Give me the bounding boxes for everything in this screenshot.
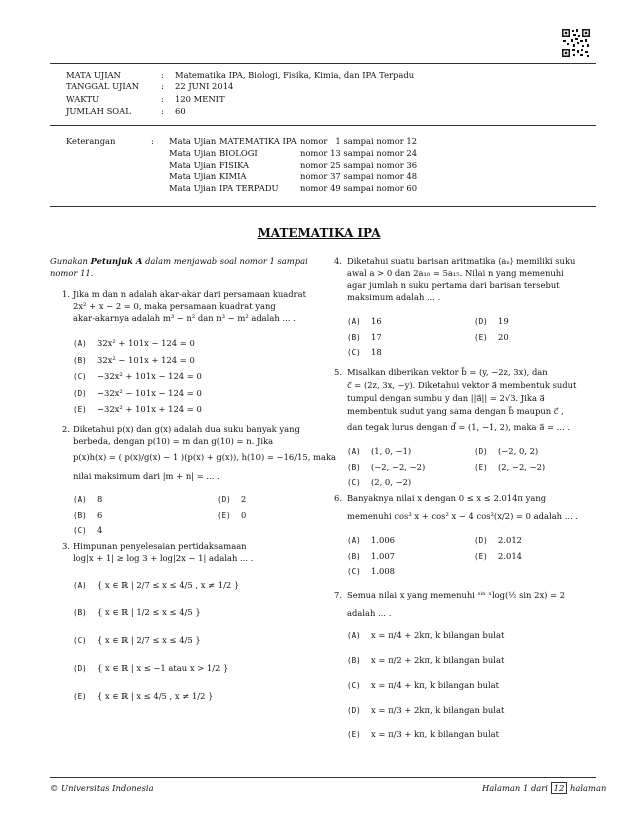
option-label: (E) bbox=[474, 552, 488, 561]
keterangan-range: nomor 37 sampai nomor 48 bbox=[300, 171, 418, 182]
q1-option-c bbox=[73, 371, 202, 382]
option-text: 8 bbox=[97, 494, 103, 504]
q3-option-a bbox=[73, 580, 239, 591]
option-text: 16 bbox=[371, 316, 382, 326]
option-text: x = π/2 + 2kπ, k bilangan bulat bbox=[371, 655, 505, 665]
option-label: (A) bbox=[347, 447, 361, 456]
option-text: 6 bbox=[97, 510, 103, 520]
q3-option-b bbox=[73, 607, 201, 618]
q7-option-d bbox=[347, 705, 504, 716]
q3-option-d bbox=[73, 663, 228, 674]
q5-text-1: Misalkan diberikan vektor b⃗ = (y, −2z, 3x), dan bbox=[347, 367, 548, 377]
option-label: (E) bbox=[73, 692, 87, 701]
option-label: (C) bbox=[347, 567, 361, 576]
option-text: 4 bbox=[97, 525, 103, 535]
option-label: (A) bbox=[347, 631, 361, 640]
q5-text-3: tumpul dengan sumbu y dan ||a⃗|| = 2√3. Jika a⃗ bbox=[347, 393, 545, 403]
option-label: (C) bbox=[73, 526, 87, 535]
q3-option-c bbox=[73, 635, 201, 646]
q4-option-c bbox=[347, 347, 382, 358]
option-label: (A) bbox=[73, 339, 87, 348]
option-label: (B) bbox=[347, 656, 361, 665]
q1-option-a bbox=[73, 338, 195, 349]
q3-option-e bbox=[73, 691, 213, 702]
option-label: (A) bbox=[73, 495, 87, 504]
q7-text-2: adalah ... . bbox=[347, 608, 392, 618]
option-label: (C) bbox=[347, 478, 361, 487]
option-label: (E) bbox=[217, 511, 231, 520]
q4-option-d bbox=[474, 316, 509, 327]
keterangan-range: nomor 49 sampai nomor 60 bbox=[300, 183, 418, 194]
option-label: (A) bbox=[73, 581, 87, 590]
option-label: (E) bbox=[73, 405, 87, 414]
option-label: (E) bbox=[474, 333, 488, 342]
meta-colon: : bbox=[161, 70, 164, 80]
meta-value: 60 bbox=[175, 106, 186, 116]
instruction: Gunakan Petunjuk A dalam menjawab soal nomor 1 sampai bbox=[50, 256, 308, 266]
option-label: (D) bbox=[474, 447, 488, 456]
header-rule-middle bbox=[50, 125, 596, 126]
q4-option-e bbox=[474, 332, 509, 343]
q3-text-2: log|x + 1| ≥ log 3 + log|2x − 1| adalah ... . bbox=[73, 553, 254, 563]
q1-option-b bbox=[73, 355, 195, 366]
meta-colon: : bbox=[161, 81, 164, 91]
q3-number: 3. bbox=[62, 541, 70, 551]
option-label: (D) bbox=[73, 389, 87, 398]
footer-page-number: Halaman 1 dari 12 halaman bbox=[482, 783, 607, 793]
q6-text-2: memenuhi cos³ x + cos² x − 4 cos²(x/2) = 0 adalah ... . bbox=[347, 511, 579, 521]
option-text: 32x² + 101x − 124 = 0 bbox=[97, 338, 195, 348]
q6-option-c bbox=[347, 566, 395, 577]
q7-option-a bbox=[347, 630, 504, 641]
option-text: (1, 0, −1) bbox=[371, 446, 412, 456]
option-label: (B) bbox=[347, 552, 361, 561]
option-text: 1.006 bbox=[371, 535, 395, 545]
q5-number: 5. bbox=[334, 367, 342, 377]
option-label: (B) bbox=[347, 333, 361, 342]
q2-number: 2. bbox=[62, 424, 70, 434]
option-label: (B) bbox=[73, 356, 87, 365]
q4-option-a bbox=[347, 316, 382, 327]
keterangan-subject: Mata Ujian MATEMATIKA IPA bbox=[169, 136, 297, 146]
option-text: 2.014 bbox=[498, 551, 522, 561]
q2-text-2: berbeda, dengan p(10) = m dan g(10) = n. Jika bbox=[73, 436, 274, 446]
header-rule-bottom bbox=[50, 206, 596, 207]
q2-option-d bbox=[217, 494, 246, 505]
q6-text-1: Banyaknya nilai x dengan 0 ≤ x ≤ 2.014π yang bbox=[347, 493, 547, 503]
meta-value: 120 MENIT bbox=[175, 94, 225, 104]
q2-text-1: Diketahui p(x) dan g(x) adalah dua suku banyak yang bbox=[73, 424, 300, 434]
option-text: 32x² − 101x + 124 = 0 bbox=[97, 355, 195, 365]
option-label: (D) bbox=[474, 536, 488, 545]
q2-text-4: nilai maksimum dari |m + n| = ... . bbox=[73, 471, 220, 481]
keterangan-colon: : bbox=[151, 136, 154, 146]
q4-text-3: agar jumlah n suku pertama dari barisan tersebut bbox=[347, 280, 560, 290]
meta-value: 22 JUNI 2014 bbox=[175, 81, 234, 91]
option-text: x = π/3 + 2kπ, k bilangan bulat bbox=[371, 705, 505, 715]
option-text: x = π/3 + kπ, k bilangan bulat bbox=[371, 729, 500, 739]
option-text: { x ∈ ℝ | x ≤ 4/5 , x ≠ 1/2 } bbox=[97, 691, 214, 701]
keterangan-range: nomor 13 sampai nomor 24 bbox=[300, 147, 418, 158]
q6-option-b bbox=[347, 551, 395, 562]
q1-text-1: Jika m dan n adalah akar-akar dari persamaan kuadrat bbox=[73, 289, 307, 299]
meta-key: JUMLAH SOAL bbox=[66, 106, 131, 116]
option-text: 2 bbox=[241, 494, 247, 504]
option-label: (A) bbox=[347, 317, 361, 326]
header-rule-top bbox=[50, 63, 596, 64]
option-text: 19 bbox=[498, 316, 509, 326]
option-text: 1.008 bbox=[371, 566, 395, 576]
q5-text-5: dan tegak lurus dengan d⃗ = (1, −1, 2), maka a⃗ = ... . bbox=[347, 422, 570, 432]
option-label: (A) bbox=[347, 536, 361, 545]
q5-option-e bbox=[474, 462, 545, 473]
meta-key: WAKTU bbox=[66, 94, 100, 104]
option-text: { x ∈ ℝ | 1/2 ≤ x ≤ 4/5 } bbox=[97, 607, 201, 617]
q5-text-2: c⃗ = (2z, 3x, −y). Diketahui vektor a⃗ membentuk sudut bbox=[347, 380, 577, 390]
option-text: 0 bbox=[241, 510, 247, 520]
q2-option-a bbox=[73, 494, 102, 505]
option-text: (2, −2, −2) bbox=[498, 462, 546, 472]
q1-text-3: akar-akarnya adalah m³ − n² dan n³ − m² adalah ... . bbox=[73, 313, 296, 323]
instruction-line2: nomor 11. bbox=[50, 268, 94, 278]
option-text: 20 bbox=[498, 332, 509, 342]
q7-number: 7. bbox=[334, 590, 342, 600]
option-label: (B) bbox=[347, 463, 361, 472]
option-label: (B) bbox=[73, 608, 87, 617]
q5-option-c bbox=[347, 477, 411, 488]
option-label: (B) bbox=[73, 511, 87, 520]
q5-text-4: membentuk sudut yang sama dengan b⃗ maupun c⃗ , bbox=[347, 406, 564, 416]
q5-option-a bbox=[347, 446, 411, 457]
q2-option-b bbox=[73, 510, 102, 521]
meta-key: TANGGAL UJIAN bbox=[66, 81, 140, 91]
q1-text-2: 2x² + x − 2 = 0, maka persamaan kuadrat yang bbox=[73, 301, 276, 311]
q6-number: 6. bbox=[334, 493, 342, 503]
section-title: MATEMATIKA IPA bbox=[257, 226, 381, 240]
option-label: (D) bbox=[347, 706, 361, 715]
option-label: (D) bbox=[217, 495, 231, 504]
option-text: −32x² + 101x − 124 = 0 bbox=[97, 371, 202, 381]
option-label: (C) bbox=[347, 681, 361, 690]
q1-option-d bbox=[73, 388, 202, 399]
option-text: (−2, −2, −2) bbox=[371, 462, 426, 472]
keterangan-subject: Mata Ujian KIMIA bbox=[169, 171, 247, 182]
option-text: { x ∈ ℝ | x ≤ −1 atau x > 1/2 } bbox=[97, 663, 229, 673]
q4-text-1: Diketahui suatu barisan aritmatika ⟨aₙ⟩ memiliki suku bbox=[347, 256, 576, 266]
total-pages-box: 12 bbox=[551, 782, 568, 794]
option-text: x = π/4 + kπ, k bilangan bulat bbox=[371, 680, 500, 690]
option-text: 18 bbox=[371, 347, 382, 357]
option-text: 2.012 bbox=[498, 535, 522, 545]
q7-option-b bbox=[347, 655, 504, 666]
option-label: (D) bbox=[73, 664, 87, 673]
option-text: { x ∈ ℝ | 2/7 ≤ x ≤ 4/5 } bbox=[97, 635, 201, 645]
q7-option-c bbox=[347, 680, 499, 691]
option-label: (D) bbox=[474, 317, 488, 326]
q7-option-e bbox=[347, 729, 499, 740]
option-text: 17 bbox=[371, 332, 382, 342]
q4-number: 4. bbox=[334, 256, 342, 266]
q1-number: 1. bbox=[62, 289, 70, 299]
q6-option-e bbox=[474, 551, 522, 562]
meta-colon: : bbox=[161, 94, 164, 104]
q2-option-e bbox=[217, 510, 246, 521]
option-label: (C) bbox=[73, 372, 87, 381]
q2-text-3: p(x)h(x) = ( p(x)/g(x) − 1 )(p(x) + g(x)), h(10) = −16/15, maka bbox=[73, 452, 337, 462]
q1-option-e bbox=[73, 404, 202, 415]
meta-colon: : bbox=[161, 106, 164, 116]
keterangan-subject: Mata Ujian FISIKA bbox=[169, 159, 250, 170]
footer-rule bbox=[50, 777, 596, 778]
option-label: (E) bbox=[347, 730, 361, 739]
option-text: x = π/4 + 2kπ, k bilangan bulat bbox=[371, 630, 505, 640]
q4-option-b bbox=[347, 332, 382, 343]
option-text: (2, 0, −2) bbox=[371, 477, 412, 487]
option-text: (−2, 0, 2) bbox=[498, 446, 539, 456]
keterangan-range: nomor 1 sampai nomor 12 bbox=[300, 136, 418, 146]
q6-option-d bbox=[474, 535, 522, 546]
q4-text-2: awal a > 0 dan 2a₁₀ = 5a₁₅. Nilai n yang memenuhi bbox=[347, 268, 564, 278]
q7-text-1: Semua nilai x yang memenuhi ˢⁱⁿ ˣlog(½ sin 2x) = 2 bbox=[347, 590, 566, 600]
keterangan-range: nomor 25 sampai nomor 36 bbox=[300, 159, 418, 170]
option-text: 1.007 bbox=[371, 551, 395, 561]
meta-value: Matematika IPA, Biologi, Fisika, Kimia, dan IPA Terpadu bbox=[175, 70, 415, 80]
option-label: (C) bbox=[73, 636, 87, 645]
keterangan-subject: Mata Ujian BIOLOGI bbox=[169, 147, 258, 158]
qr-code-icon bbox=[561, 28, 591, 58]
q2-option-c bbox=[73, 525, 102, 536]
option-label: (E) bbox=[474, 463, 488, 472]
option-text: { x ∈ ℝ | 2/7 ≤ x ≤ 4/5 , x ≠ 1/2 } bbox=[97, 580, 240, 590]
q5-option-d bbox=[474, 446, 538, 457]
option-text: −32x² − 101x − 124 = 0 bbox=[97, 388, 202, 398]
q4-text-4: maksimum adalah ... . bbox=[347, 292, 441, 302]
option-label: (C) bbox=[347, 348, 361, 357]
q6-option-a bbox=[347, 535, 395, 546]
option-text: −32x² + 101x + 124 = 0 bbox=[97, 404, 202, 414]
keterangan-subject: Mata Ujian IPA TERPADU bbox=[169, 183, 279, 194]
q3-text-1: Himpunan penyelesaian pertidaksamaan bbox=[73, 541, 247, 551]
footer-copyright: © Universitas Indonesia bbox=[50, 783, 154, 793]
meta-key: MATA UJIAN bbox=[66, 70, 121, 80]
keterangan-label: Keterangan bbox=[66, 136, 116, 146]
q5-option-b bbox=[347, 462, 425, 473]
